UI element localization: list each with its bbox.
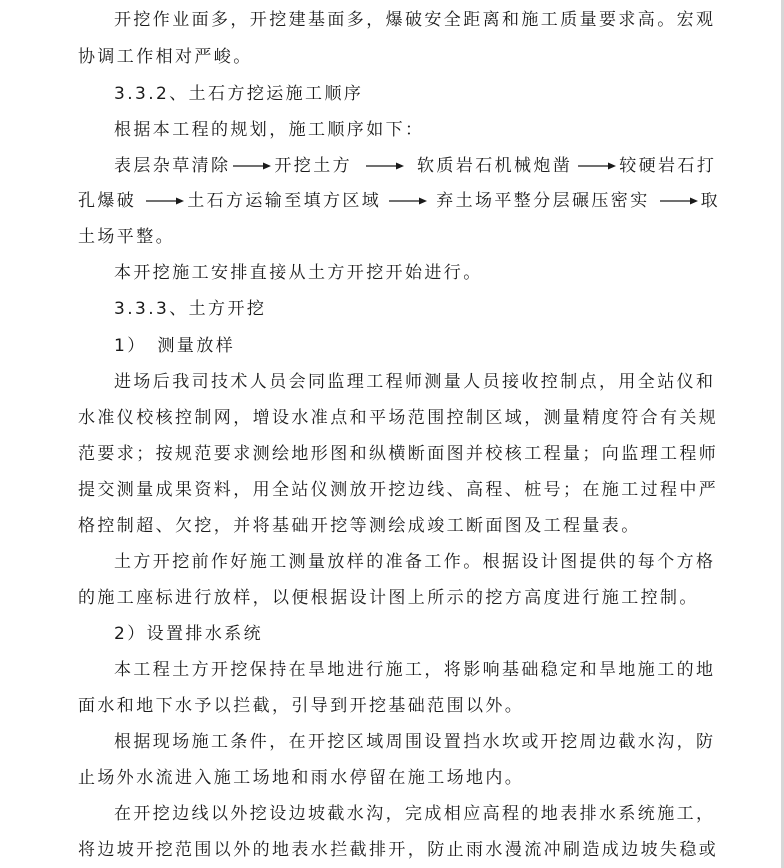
- sequence-step: 较硬岩石打: [619, 156, 717, 176]
- paragraph-line: 的施工座标进行放样，以便根据设计图上所示的挖方高度进行施工控制。: [78, 588, 699, 608]
- sequence-step: 开挖土方: [274, 156, 353, 176]
- arrow-right-icon: [366, 148, 404, 184]
- arrow-right-icon: [146, 183, 184, 219]
- paragraph-line: 进场后我司技术人员会同监理工程师测量人员接收控制点，用全站仪和: [114, 372, 716, 392]
- paragraph-line: 本工程土方开挖保持在旱地进行施工，将影响基础稳定和旱地施工的地: [114, 660, 716, 680]
- paragraph-line: 根据现场施工条件，在开挖区域周围设置挡水坎或开挖周边截水沟，防: [114, 732, 716, 752]
- section-heading-3-3-3: 3.3.3、土方开挖: [114, 299, 267, 319]
- arrow-right-icon: [660, 183, 698, 219]
- sequence-step: 孔爆破: [78, 191, 137, 211]
- subheading-survey-setout: 1） 测量放样: [114, 336, 236, 356]
- arrow-right-icon: [233, 148, 271, 184]
- paragraph-line: 协调工作相对严峻。: [78, 47, 253, 67]
- paragraph-line: 提交测量成果资料，用全站仪测放开挖边线、高程、桩号；在施工过程中严: [78, 480, 719, 500]
- paragraph-line: 在开挖边线以外挖设边坡截水沟，完成相应高程的地表排水系统施工，: [114, 804, 716, 824]
- sequence-flow-row-2: [78, 183, 720, 219]
- sequence-flow-row-1: [114, 148, 716, 184]
- sequence-step: 土石方运输至填方区域: [187, 191, 382, 211]
- sequence-step: 弃土场平整分层碾压密实: [436, 191, 650, 211]
- section-heading-3-3-2: 3.3.2、土石方挖运施工顺序: [114, 84, 364, 104]
- paragraph-line: 本开挖施工安排直接从土方开挖开始进行。: [114, 263, 483, 283]
- sequence-step: 软质岩石机械炮凿: [417, 156, 573, 176]
- paragraph-line: 水准仪校核控制网，增设水准点和平场范围控制区域，测量精度符合有关规: [78, 408, 719, 428]
- paragraph-line: 将边坡开挖范围以外的地表水拦截排开，防止雨水漫流冲刷造成边坡失稳或: [78, 840, 719, 860]
- paragraph-line: 面水和地下水予以拦截，引导到开挖基础范围以外。: [78, 696, 525, 716]
- paragraph-line: 格控制超、欠挖，并将基础开挖等测绘成竣工断面图及工程量表。: [78, 516, 641, 536]
- paragraph-line: 根据本工程的规划，施工顺序如下：: [114, 120, 425, 140]
- paragraph-line: 开挖作业面多，开挖建基面多，爆破安全距离和施工质量要求高。宏观: [114, 10, 716, 30]
- paragraph-line: 范要求；按规范要求测绘地形图和纵横断面图并校核工程量；向监理工程师: [78, 444, 719, 464]
- sequence-step: 表层杂草清除: [114, 156, 231, 176]
- paragraph-line: 土方开挖前作好施工测量放样的准备工作。根据设计图提供的每个方格: [114, 552, 716, 572]
- arrow-right-icon: [389, 183, 427, 219]
- subheading-drainage-system: 2）设置排水系统: [114, 624, 264, 644]
- arrow-right-icon: [578, 148, 616, 184]
- paragraph-line: 止场外水流进入施工场地和雨水停留在施工场地内。: [78, 768, 525, 788]
- sequence-step: 取: [700, 191, 721, 211]
- sequence-step-continuation: 土场平整。: [78, 227, 175, 247]
